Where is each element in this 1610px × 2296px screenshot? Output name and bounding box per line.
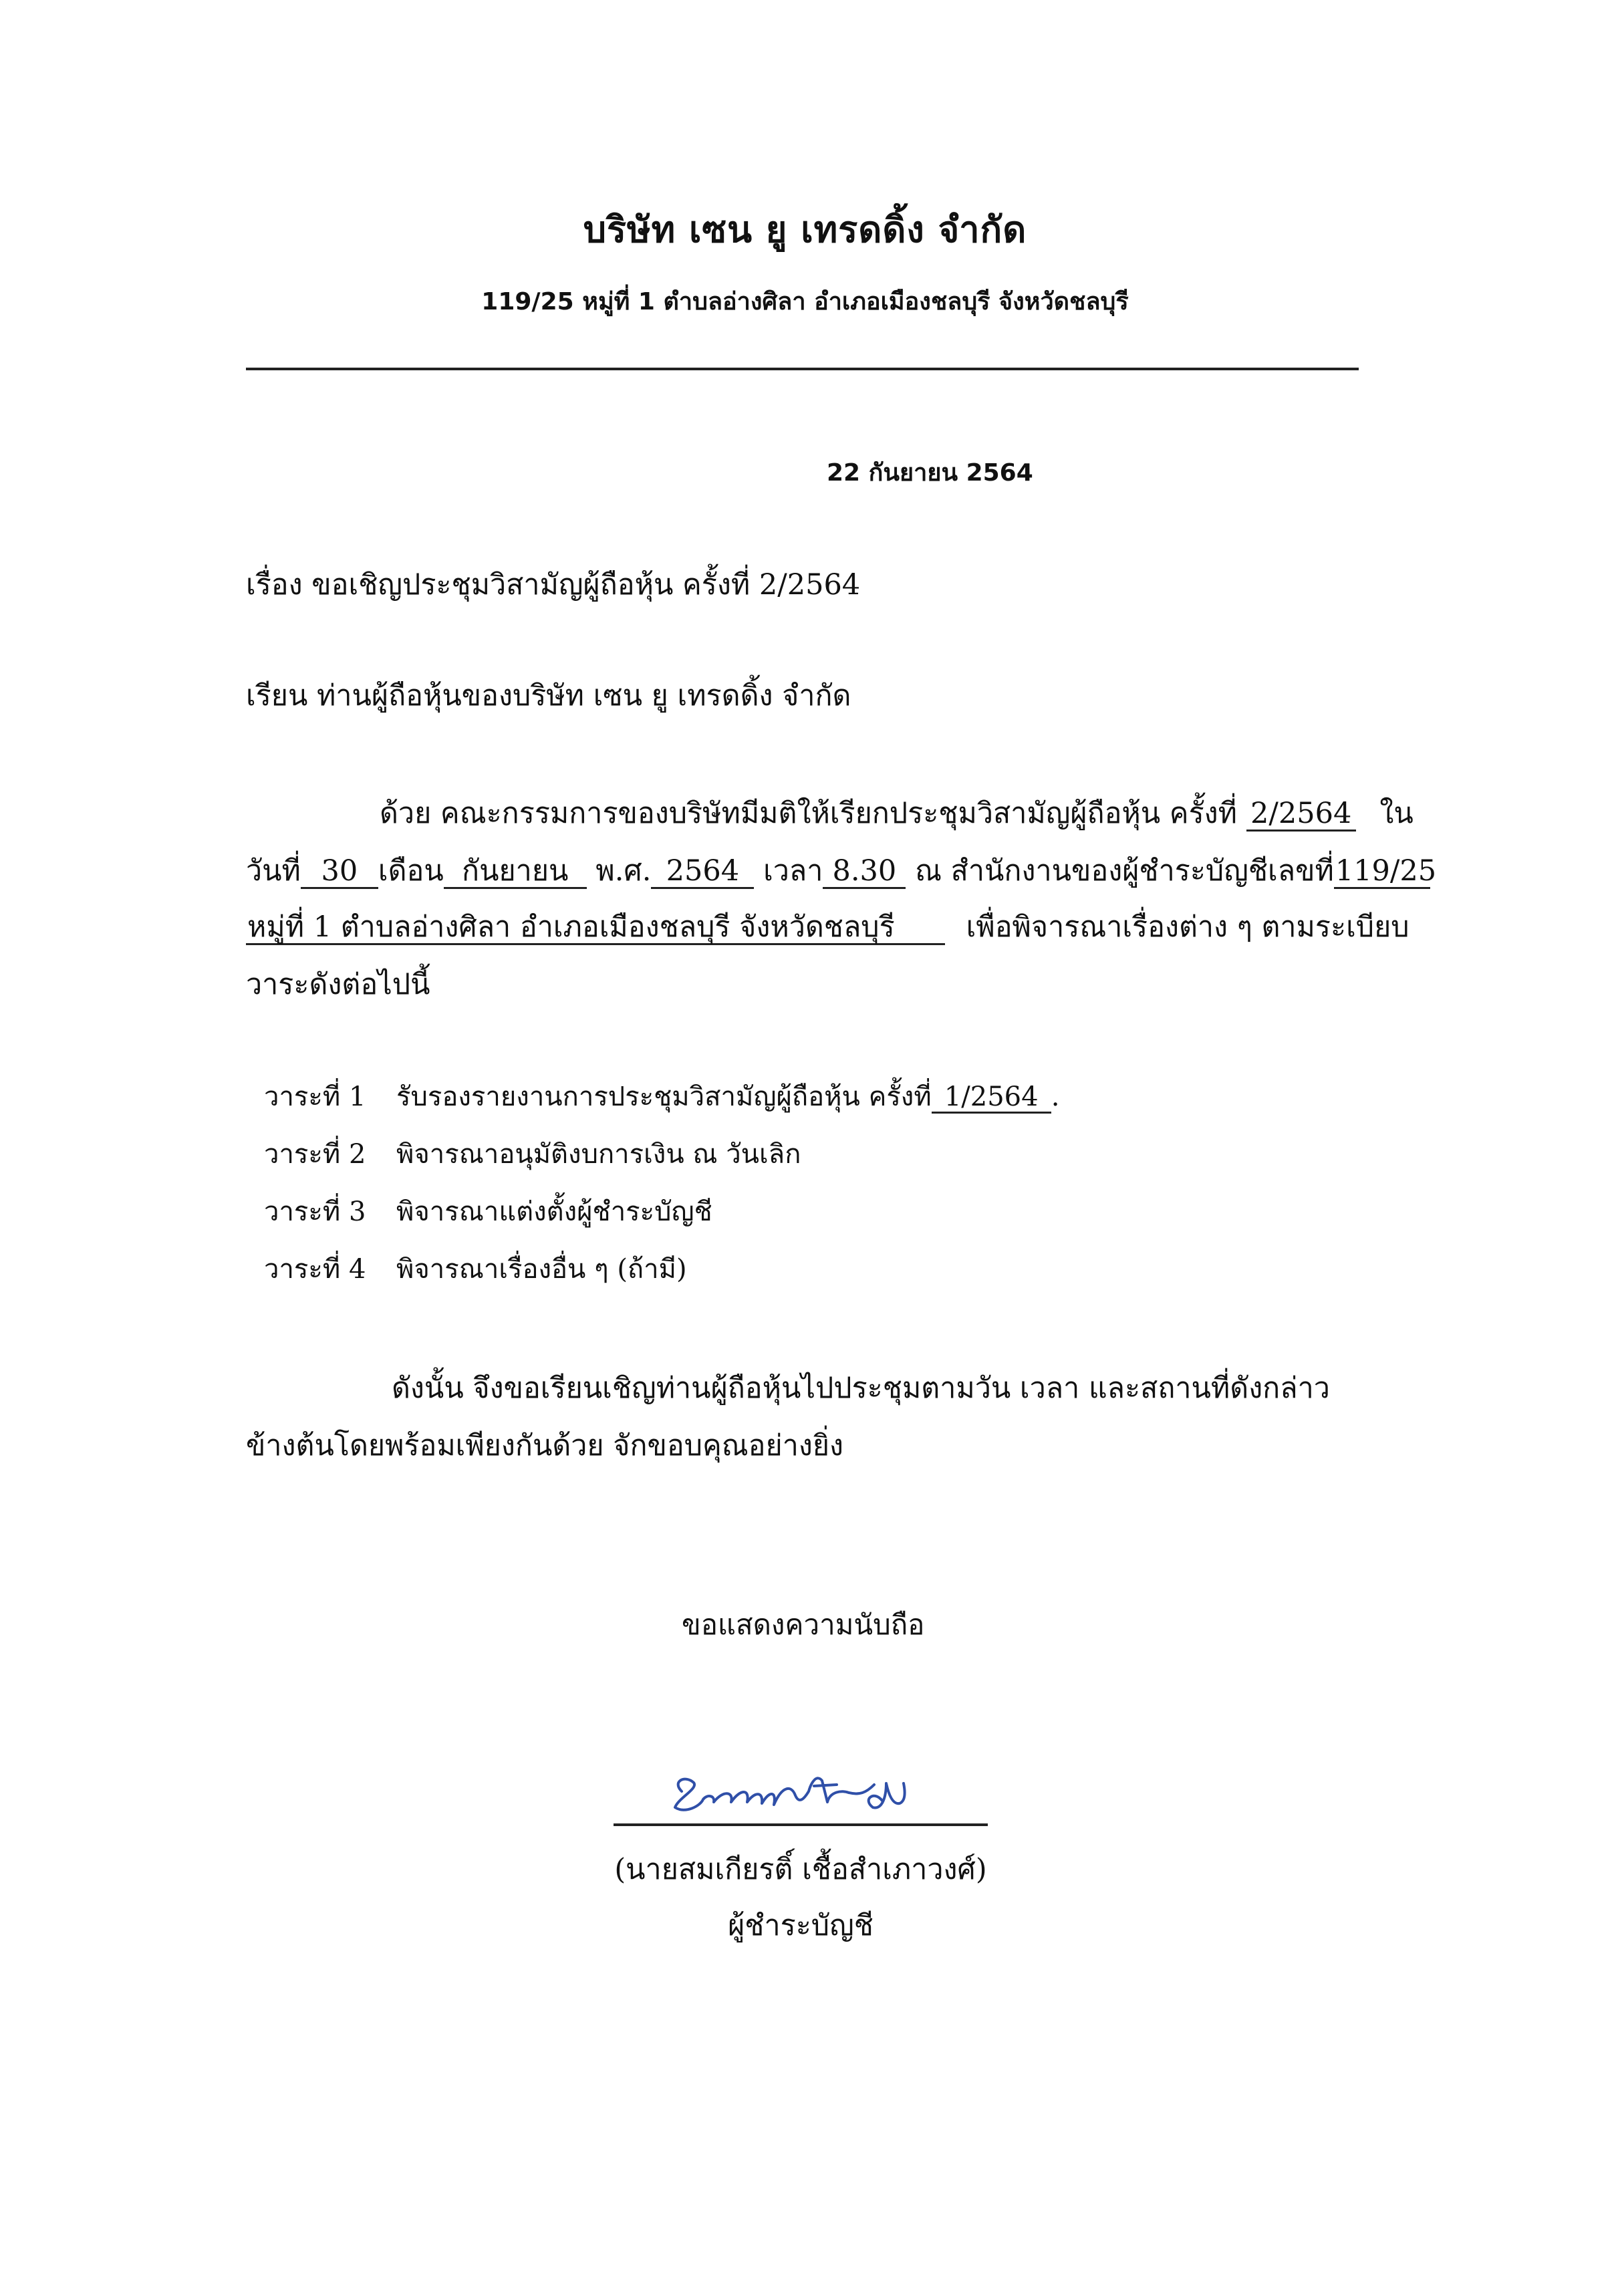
handwritten-signature xyxy=(662,1751,929,1831)
year-label: พ.ศ. xyxy=(595,854,652,888)
company-name: บริษัท เซน ยู เทรดดิ้ง จำกัด xyxy=(583,209,1027,251)
meeting-time: 8.30 xyxy=(823,856,906,889)
meeting-day: 30 xyxy=(301,856,378,889)
signer-name: (นายสมเกียรติ์ เชื้อสำเภาวงศ์) xyxy=(614,1853,987,1886)
meeting-month: กันยายน xyxy=(444,856,587,889)
day-label: วันที่ xyxy=(246,854,301,888)
closing-line-1: ดังนั้น จึงขอเรียนเชิญท่านผู้ถือหุ้นไปประชุมตามวัน เวลา และสถานที่ดังกล่าว xyxy=(392,1372,1330,1405)
agenda-label: วาระที่ 1 xyxy=(264,1081,366,1112)
time-label: เวลา xyxy=(763,854,823,888)
body-line-4: วาระดังต่อไปนี้ xyxy=(246,968,430,1001)
agenda-end-mark: . xyxy=(1051,1081,1060,1112)
letter-subject: เรื่อง ขอเชิญประชุมวิสามัญผู้ถือหุ้น ครั้งที่ 2/2564 xyxy=(246,568,861,602)
closing-line-2: ข้างต้นโดยพร้อมเพียงกันด้วย จักขอบคุณอย่างยิ่ง xyxy=(246,1429,844,1462)
body-line-2 xyxy=(246,848,1437,893)
meeting-place-detail: หมู่ที่ 1 ตำบลอ่างศิลา อำเภอเมืองชลบุรี จังหวัดชลบุรี xyxy=(246,912,945,945)
agenda-text: พิจารณาอนุมัติงบการเงิน ณ วันเลิก xyxy=(396,1139,801,1170)
body-line-3-suffix: เพื่อพิจารณาเรื่องต่าง ๆ ตามระเบียบ xyxy=(966,910,1410,944)
body-line-1 xyxy=(380,790,1414,836)
body-line-1-prefix: ด้วย คณะกรรมการของบริษัทมีมติให้เรียกประชุมวิสามัญผู้ถือหุ้น ครั้งที่ xyxy=(380,797,1238,830)
letter-salutation: เรียน ท่านผู้ถือหุ้นของบริษัท เซน ยู เทรดดิ้ง จำกัด xyxy=(246,679,851,713)
agenda-text-main: รับรองรายงานการประชุมวิสามัญผู้ถือหุ้น ครั้งที่ xyxy=(396,1081,932,1112)
header-divider xyxy=(246,368,1359,370)
agenda-label: วาระที่ 3 xyxy=(264,1196,366,1227)
regards: ขอแสดงความนับถือ xyxy=(682,1608,925,1641)
place-number: 119/25 xyxy=(1334,856,1430,889)
agenda-label: วาระที่ 2 xyxy=(264,1139,366,1170)
meeting-number: 2/2564 xyxy=(1246,798,1356,832)
signer-title: ผู้ชำระบัญชี xyxy=(728,1909,874,1942)
company-address: 119/25 หมู่ที่ 1 ตำบลอ่างศิลา อำเภอเมืองชลบุรี จังหวัดชลบุรี xyxy=(481,288,1129,315)
previous-meeting-ref: 1/2564 xyxy=(932,1082,1051,1114)
agenda-label: วาระที่ 4 xyxy=(264,1254,366,1285)
place-prefix: ณ สำนักงานของผู้ชำระบัญชีเลขที่ xyxy=(915,854,1334,888)
agenda-text: พิจารณาแต่งตั้งผู้ชำระบัญชี xyxy=(396,1196,712,1227)
agenda-text: พิจารณาเรื่องอื่น ๆ (ถ้ามี) xyxy=(396,1254,687,1285)
body-line-1-suffix: ใน xyxy=(1379,797,1414,830)
signature-line xyxy=(614,1823,988,1826)
body-line-3 xyxy=(246,904,1410,949)
letter-date: 22 กันยายน 2564 xyxy=(827,459,1033,487)
meeting-year: 2564 xyxy=(651,856,754,889)
month-label: เดือน xyxy=(378,854,444,888)
agenda-text xyxy=(396,1075,1059,1118)
